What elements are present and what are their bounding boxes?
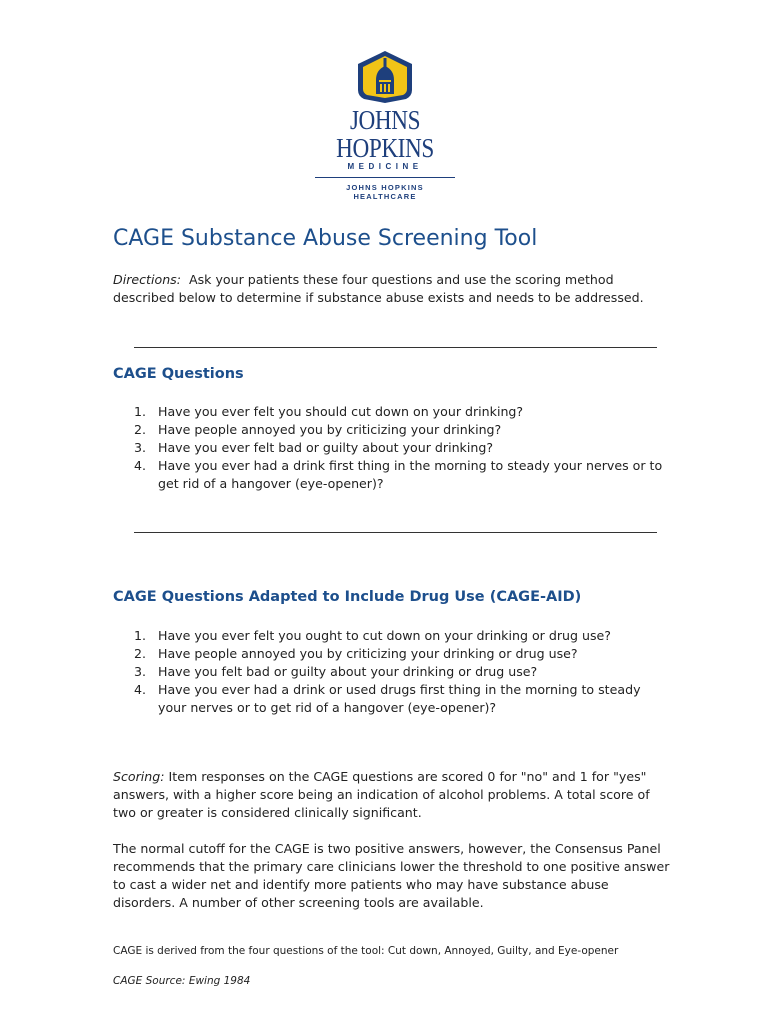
source-note [113,975,250,987]
list-item: 1. Have you ever felt you should cut down on your drinking? [134,404,524,419]
list-item: 3. Have you ever felt bad or guilty about your drinking? [134,440,494,455]
list-item: 1. Have you ever felt you ought to cut down on your drinking or drug use? [134,628,611,643]
list-item: 2. Have people annoyed you by criticizing your drinking or drug use? [134,646,578,661]
logo-divider [315,177,455,178]
scoring-text: Item responses on the CAGE questions are scored 0 for "no" and 1 for "yes" answers, with a higher score being an indication of alcohol problems. A total score of two or greater is considered clinically significant. [113,769,650,820]
logo-name: JOHNS HOPKINS [336,105,434,163]
scoring-label: Scoring: [113,769,165,784]
section-divider [134,347,657,348]
page-title: CAGE Substance Abuse Screening Tool [113,226,538,251]
scoring-paragraph [113,768,673,822]
shield-icon [354,50,416,104]
list-item: 4. Have you ever had a drink or used drugs first thing in the morning to steady your nerves or to get rid of a hangover (eye-opener)? [134,682,641,715]
cage-heading: CAGE Questions [113,366,244,382]
source-text: Ewing 1984 [188,975,251,987]
directions-text: Ask your patients these four questions and use the scoring method described below to determine if substance abuse exists and needs to be addressed. [113,272,644,305]
johns-hopkins-logo [310,50,460,201]
logo-subtitle: MEDICINE [347,162,423,171]
list-item: 2. Have people annoyed you by criticizing your drinking? [134,422,502,437]
cutoff-paragraph: The normal cutoff for the CAGE is two positive answers, however, the Consensus Panel recommends that the primary care clinicians lower the threshold to one positive answer to cast a wider net and identify more patients who may have substance abuse disorders. A number of other screening tools are available. [113,841,670,910]
source-label: CAGE Source: [113,975,186,987]
derived-note: CAGE is derived from the four questions of the tool: Cut down, Annoyed, Guilty, and Eye-opener [113,945,619,957]
logo-division-line2: HEALTHCARE [353,192,417,201]
logo-division-line1: JOHNS HOPKINS [346,183,424,192]
list-item: 3. Have you felt bad or guilty about your drinking or drug use? [134,664,538,679]
cage-question-list [134,403,664,493]
section-divider [134,532,657,533]
directions-label: Directions: [113,272,181,287]
cage-aid-heading: CAGE Questions Adapted to Include Drug Use (CAGE-AID) [113,589,582,605]
cage-aid-question-list [134,627,664,717]
directions-paragraph [113,271,673,307]
list-item: 4. Have you ever had a drink first thing in the morning to steady your nerves or to get rid of a hangover (eye-opener)? [134,458,663,491]
